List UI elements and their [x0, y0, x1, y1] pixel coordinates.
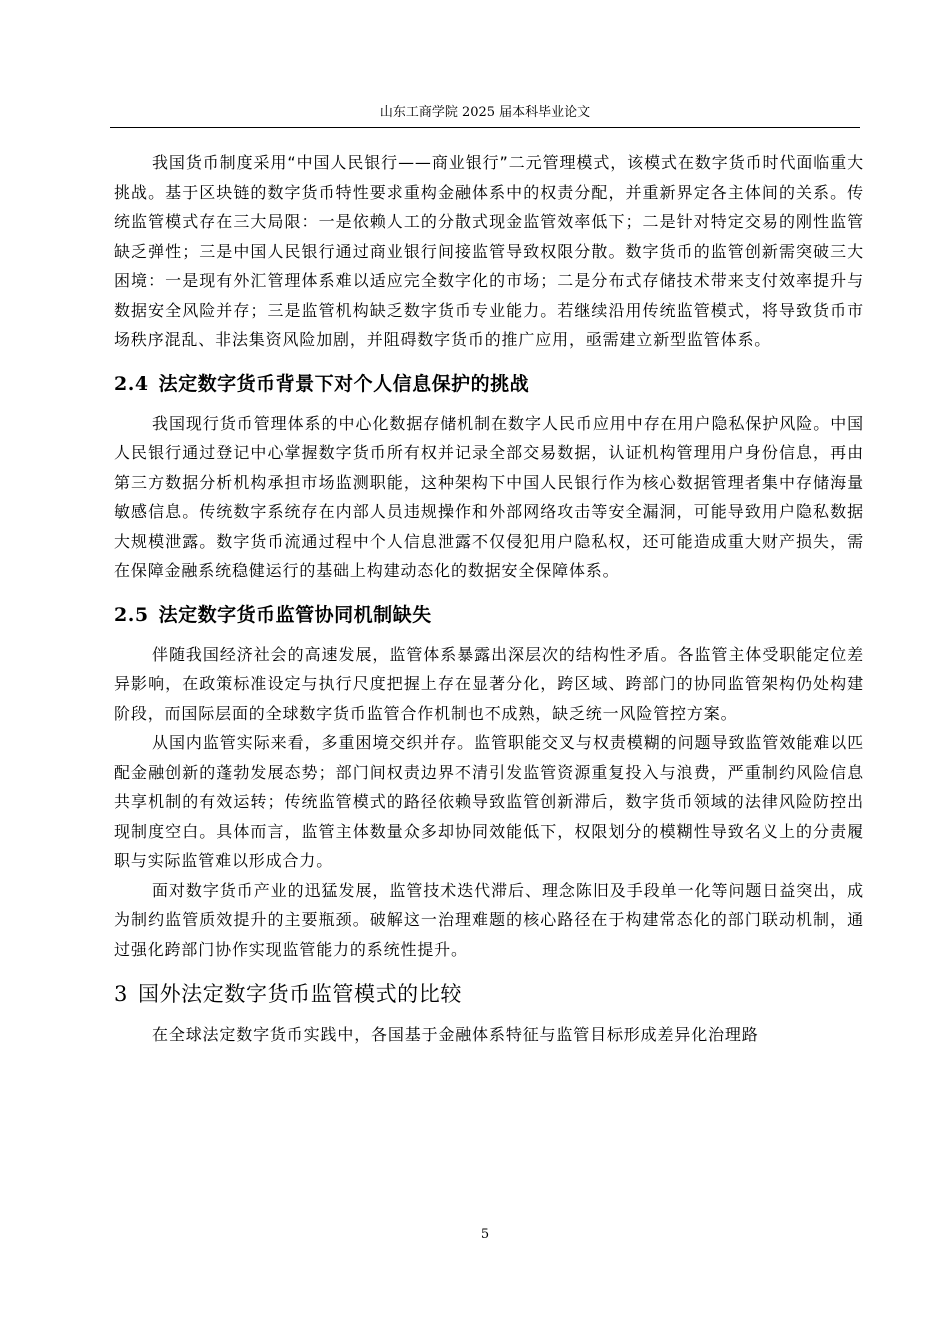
section-number: 2.4	[114, 372, 149, 395]
paragraph-global-practice: 在全球法定数字货币实践中，各国基于金融体系特征与监管目标形成差异化治理路	[152, 1025, 759, 1044]
chapter-heading-3	[114, 978, 864, 1010]
section-heading-2-5	[114, 600, 864, 630]
chapter-title: 国外法定数字货币监管模式的比较	[137, 982, 462, 1006]
section-title: 法定数字货币背景下对个人信息保护的挑战	[158, 372, 530, 395]
page-content	[114, 148, 864, 1050]
running-header: 山东工商学院 2025 届本科毕业论文	[379, 105, 591, 120]
page-number: 5	[480, 1227, 490, 1242]
chapter-number: 3	[114, 982, 128, 1006]
paragraph-structural-conflict: 伴随我国经济社会的高速发展，监管体系暴露出深层次的结构性矛盾。各监管主体受职能定位差异影响，在政策标准设定与执行尺度把握上存在显著分化，跨区域、跨部门的协同监管架构仍处构建阶段，而国际层面的全球数字货币监管合作机制也不成熟，缺乏统一风险管控方案。	[114, 644, 864, 723]
paragraph-domestic-dilemma: 从国内监管实际来看，多重困境交织并存。监管职能交叉与权责模糊的问题导致监管效能难以匹配金融创新的蓬勃发展态势；部门间权责边界不清引发监管资源重复投入与浪费，严重制约风险信息共享机制的有效运转；传统监管模式的路径依赖导致监管创新滞后，数字货币领域的法律风险防控出现制度空白。具体而言，监管主体数量众多却协同效能低下，权限划分的模糊性导致名义上的分责履职与实际监管难以形成合力。	[114, 733, 864, 870]
section-number: 2.5	[114, 603, 149, 626]
paragraph-coordination-path: 面对数字货币产业的迅猛发展，监管技术迭代滞后、理念陈旧及手段单一化等问题日益突出，成为制约监管质效提升的主要瓶颈。破解这一治理难题的核心路径在于构建常态化的部门联动机制，通过强化跨部门协作实现监管能力的系统性提升。	[114, 880, 864, 959]
section-title: 法定数字货币监管协同机制缺失	[158, 603, 432, 626]
section-heading-2-4	[114, 369, 864, 399]
paragraph-privacy-risk: 我国现行货币管理体系的中心化数据存储机制在数字人民币应用中存在用户隐私保护风险。中国人民银行通过登记中心掌握数字货币所有权并记录全部交易数据，认证机构管理用户身份信息，再由第三方数据分析机构承担市场监测职能，这种架构下中国人民银行作为核心数据管理者集中存储海量敏感信息。传统数字系统存在内部人员违规操作和外部网络攻击等安全漏洞，可能导致用户隐私数据大规模泄露。数字货币流通过程中个人信息泄露不仅侵犯用户隐私权，还可能造成重大财产损失，需在保障金融系统稳健运行的基础上构建动态化的数据安全保障体系。	[114, 413, 864, 580]
header-rule	[110, 127, 860, 128]
paragraph-regulatory-mode: 我国货币制度采用“中国人民银行——商业银行”二元管理模式，该模式在数字货币时代面临重大挑战。基于区块链的数字货币特性要求重构金融体系中的权责分配，并重新界定各主体间的关系。传统监管模式存在三大局限：一是依赖人工的分散式现金监管效率低下；二是针对特定交易的刚性监管缺乏弹性；三是中国人民银行通过商业银行间接监管导致权限分散。数字货币的监管创新需突破三大困境：一是现有外汇管理体系难以适应完全数字化的市场；二是分布式存储技术带来支付效率提升与数据安全风险并存；三是监管机构缺乏数字货币专业能力。若继续沿用传统监管模式，将导致货币市场秩序混乱、非法集资风险加剧，并阻碍数字货币的推广应用，亟需建立新型监管体系。	[114, 153, 864, 349]
